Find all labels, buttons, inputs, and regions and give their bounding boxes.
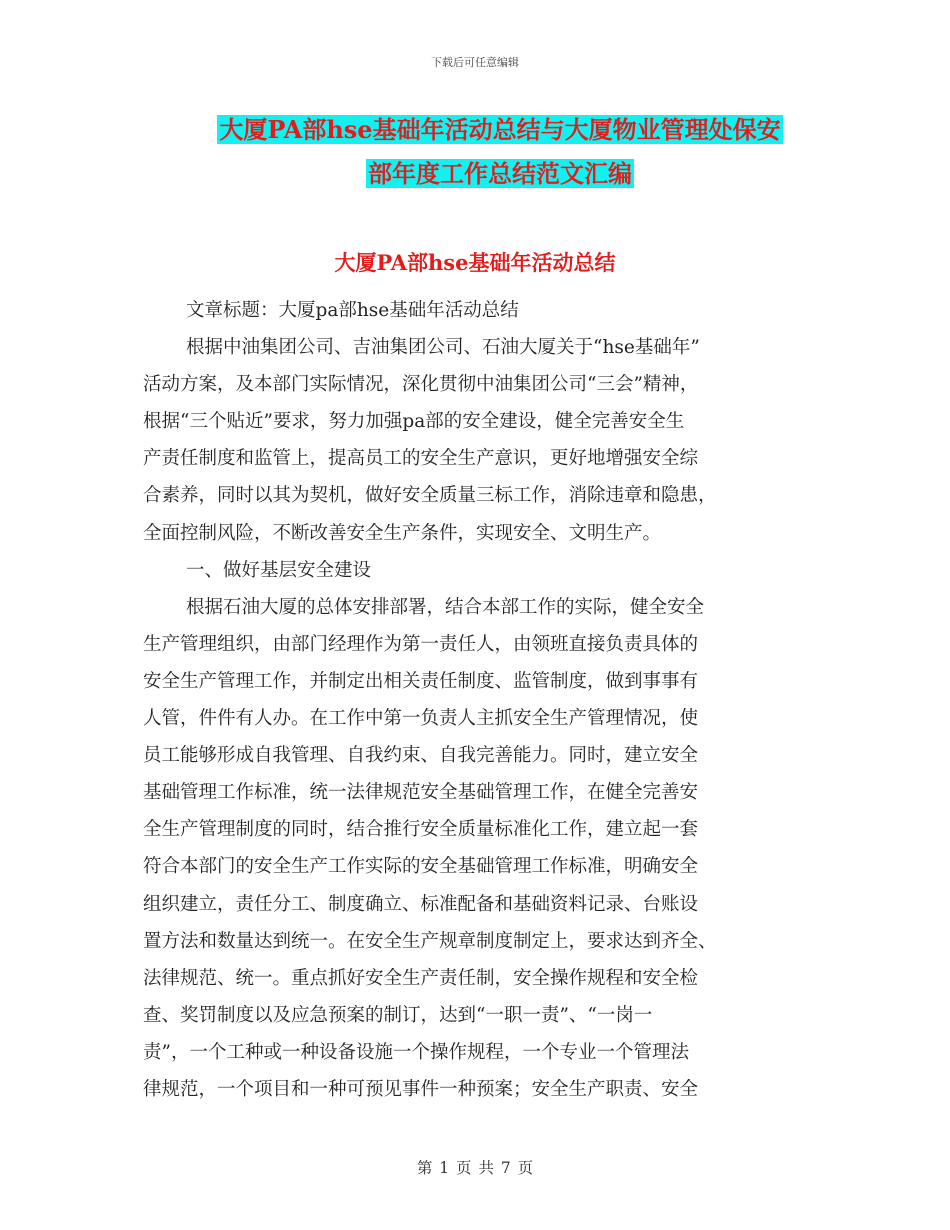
document-title-line-1: 大厦PA部hse基础年活动总结与大厦物业管理处保安: [219, 115, 781, 144]
body-line: 人管，件件有人办。在工作中第一负责人主抓安全生产管理情况，使: [143, 708, 699, 730]
body-line: 合素养，同时以其为契机，做好安全质量三标工作，消除违章和隐患，: [143, 485, 717, 507]
body-line: 法律规范、统一。重点抓好安全生产责任制，安全操作规程和安全检: [143, 967, 699, 989]
header-note: 下载后可任意编辑: [431, 56, 519, 69]
body-text: [143, 292, 807, 1108]
body-line: 安全生产管理工作，并制定出相关责任制度、监管制度，做到事事有: [143, 670, 699, 692]
body-line: 一、做好基层安全建设: [186, 559, 372, 581]
section-title: 大厦PA部hse基础年活动总结: [334, 250, 616, 275]
body-line: 基础管理工作标准，统一法律规范安全基础管理工作，在健全完善安: [143, 782, 699, 804]
body-line: 律规范，一个项目和一种可预见事件一种预案；安全生产职责、安全: [143, 1078, 699, 1100]
body-line: 全生产管理制度的同时，结合推行安全质量标准化工作，建立起一套: [143, 819, 699, 841]
body-line: 根据中油集团公司、吉油集团公司、石油大厦关于“hse基础年”: [186, 337, 700, 359]
body-line: 根据“三个贴近”要求，努力加强pa部的安全建设，健全完善安全生: [143, 411, 685, 433]
body-line: 符合本部门的安全生产工作实际的安全基础管理工作标准，明确安全: [143, 856, 699, 878]
page-footer: 第 1 页 共 7 页: [416, 1159, 534, 1177]
body-line: 查、奖罚制度以及应急预案的制订，达到“一职一责”、“一岗一: [143, 1004, 653, 1026]
body-line: 责”，一个工种或一种设备设施一个操作规程，一个专业一个管理法: [143, 1041, 689, 1063]
body-line: 全面控制风险，不断改善安全生产条件，实现安全、文明生产。: [143, 522, 662, 544]
body-line: 员工能够形成自我管理、自我约束、自我完善能力。同时，建立安全: [143, 745, 699, 767]
body-line: 置方法和数量达到统一。在安全生产规章制度制定上，要求达到齐全、: [143, 930, 717, 952]
body-line: 活动方案，及本部门实际情况，深化贯彻中油集团公司“三会”精神，: [143, 374, 699, 396]
document-title-line-2: 部年度工作总结范文汇编: [368, 159, 632, 188]
body-line: 文章标题：大厦pa部hse基础年活动总结: [186, 300, 519, 321]
body-line: 根据石油大厦的总体安排部署，结合本部工作的实际，健全安全: [186, 596, 705, 618]
body-line: 组织建立，责任分工、制度确立、标准配备和基础资料记录、台账设: [143, 893, 699, 915]
body-line: 生产管理组织，由部门经理作为第一责任人，由领班直接负责具体的: [143, 633, 699, 655]
body-line: 产责任制度和监管上，提高员工的安全生产意识，更好地增强安全综: [143, 448, 699, 470]
